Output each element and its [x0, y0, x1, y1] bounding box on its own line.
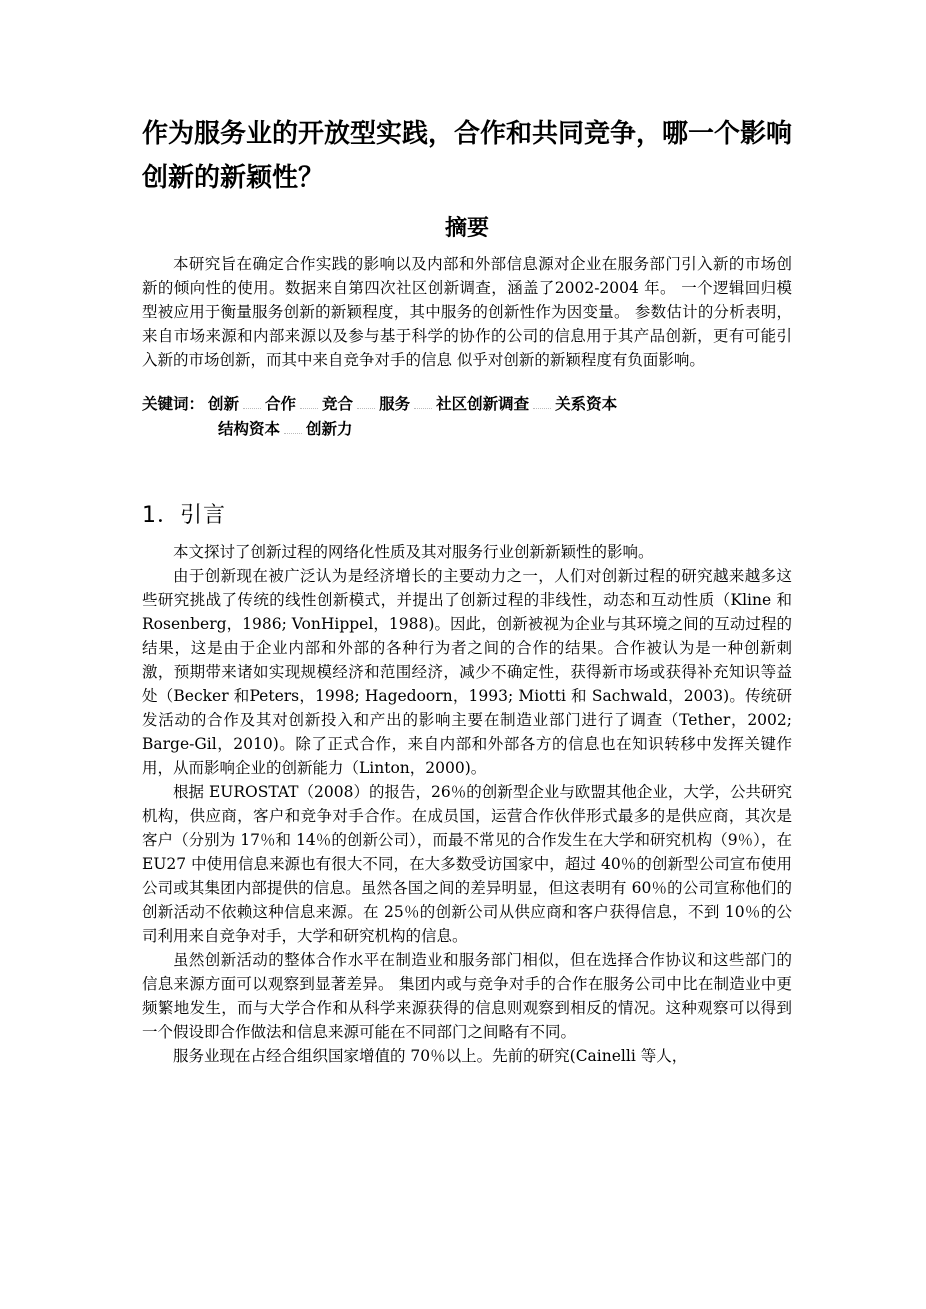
keyword-item: 创新力 [306, 420, 353, 438]
body-paragraph: 虽然创新活动的整体合作水平在制造业和服务部门相似，但在选择合作协议和这些部门的信息来源方面可以观察到显著差异。 集团内或与竞争对手的合作在服务公司中比在制造业中更频繁地发生，而与大学合作和从科学来源获得的信息则观察到相反的情况。这种观察可以得到一个假设即合作做法和信息来源可能在不同部门之间略有不同。 [142, 951, 792, 1041]
body-paragraph: 本文探讨了创新过程的网络化性质及其对服务行业创新新颖性的影响。 [173, 543, 654, 561]
keyword-separator [284, 423, 302, 434]
keywords-label: 关键词： [142, 395, 205, 413]
keyword-separator [300, 398, 318, 409]
keyword-item: 竞合 [322, 395, 354, 413]
keyword-separator [243, 398, 261, 409]
keyword-separator [357, 398, 375, 409]
keyword-item: 服务 [379, 395, 411, 413]
body-paragraph: 由于创新现在被广泛认为是经济增长的主要动力之一，人们对创新过程的研究越来越多这些研究挑战了传统的线性创新模式，并提出了创新过程的非线性，动态和互动性质（Kline 和 Rosenberg，1986; VonHippel，1988)。因此，创新被视为企业与其环境之间的互动过程的结果，这是由于企业内部和外部的各种行为者之间的合作的结果。合作被认为是一种创新刺激，预期带来诸如实现规模经济和范围经济，减少不确定性，获得新市场或获得补充知识等益处（Becker 和Peters，1998; Hagedoorn，1993; Miotti 和 Sachwald，2003)。传统研发活动的合作及其对创新投入和产出的影响主要在制造业部门进行了调查（Tether，2002; Barge-Gil，2010)。除了正式合作，来自内部和外部各方的信息也在知识转移中发挥关键作用，从而影响企业的创新能力（Linton，2000)。 [142, 567, 792, 777]
keywords-row-1 [142, 392, 792, 417]
abstract-heading: 摘要 [444, 216, 489, 241]
keyword-item: 创新 [208, 395, 240, 413]
keyword-separator [414, 398, 432, 409]
keyword-item: 合作 [265, 395, 297, 413]
keyword-item: 结构资本 [218, 420, 281, 438]
keyword-separator [533, 398, 551, 409]
body-paragraph: 服务业现在占经合组织国家增值的 70％以上。先前的研究(Cainelli 等人， [173, 1047, 688, 1065]
body-paragraph: 根据 EUROSTAT（2008）的报告，26％的创新型企业与欧盟其他企业，大学，公共研究机构，供应商，客户和竞争对手合作。在成员国，运营合作伙伴形式最多的是供应商，其次是客户（分别为 17％和 14％的创新公司），而最不常见的合作发生在大学和研究机构（9％），在 EU27 中使用信息来源也有很大不同，在大多数受访国家中，超过 40％的创新型公司宣布使用公司或其集团内部提供的信息。虽然各国之间的差异明显，但这表明有 60％的公司宣称他们的创新活动不依赖这种信息来源。在 25％的创新公司从供应商和客户获得信息，不到 10％的公司利用来自竞争对手，大学和研究机构的信息。 [142, 783, 792, 945]
keyword-item: 关系资本 [555, 395, 618, 413]
keyword-item: 社区创新调查 [436, 395, 530, 413]
document-page [142, 112, 792, 1068]
paper-title: 作为服务业的开放型实践，合作和共同竞争，哪一个影响创新的新颖性？ [142, 119, 793, 193]
keywords-block [142, 392, 792, 442]
section-heading-introduction: 1．引言 [142, 503, 226, 528]
abstract-text: 本研究旨在确定合作实践的影响以及内部和外部信息源对企业在服务部门引入新的市场创新的倾向性的使用。数据来自第四次社区创新调查，涵盖了2002-2004 年。 一个逻辑回归模型被应用于衡量服务创新的新颖程度，其中服务的创新性作为因变量。 参数估计的分析表明，来自市场来源和内部来源以及参与基于科学的协作的公司的信息用于其产品创新，更有可能引入新的市场创新，而其中来自竞争对手的信息 似乎对创新的新颖程度有负面影响。 [142, 255, 792, 369]
keywords-row-2 [142, 417, 792, 442]
